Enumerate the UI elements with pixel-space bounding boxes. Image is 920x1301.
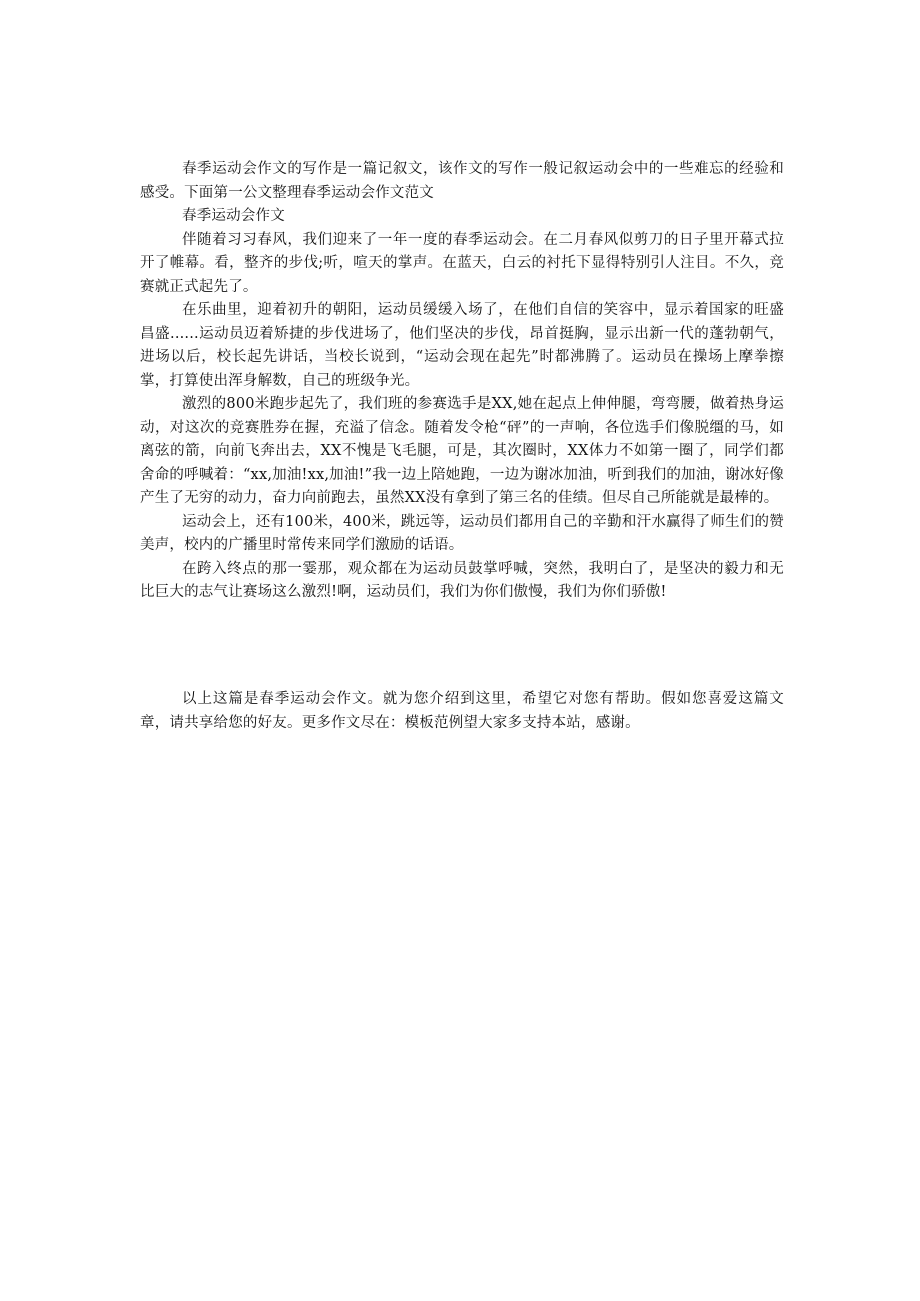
body-paragraph-2: 在乐曲里，迎着初升的朝阳，运动员缓缓入场了，在他们自信的笑容中，显示着国家的旺盛昌盛......运动员迈着矫捷的步伐进场了，他们坚决的步伐，昂首挺胸，显示出新一代的蓬勃朝气，进场以后，校长起先讲话，当校长说到，“运动会现在起先”时都沸腾了。运动员在操场上摩拳擦掌，打算使出浑身解数，自己的班级争光。 [140,302,784,389]
closing-paragraph: 以上这篇是春季运动会作文。就为您介绍到这里，希望它对您有帮助。假如您喜爱这篇文章，请共享给您的好友。更多作文尽在：模板范例望大家多支持本站，感谢。 [140,691,784,731]
body-paragraph-4: 运动会上，还有100米，400米，跳远等，运动员们都用自己的辛勤和汗水赢得了师生们的赞美声，校内的广播里时常传来同学们激励的话语。 [140,513,784,553]
intro-paragraph: 春季运动会作文的写作是一篇记叙文，该作文的写作一般记叙运动会中的一些难忘的经验和感受。下面第一公文整理春季运动会作文范文 [140,161,784,201]
body-paragraph-5: 在跨入终点的那一霎那，观众都在为运动员鼓掌呼喊，突然，我明白了，是坚决的毅力和无比巨大的志气让赛场这么激烈!啊，运动员们，我们为你们傲慢，我们为你们骄傲! [140,560,784,600]
body-paragraph-3: 激烈的800米跑步起先了，我们班的参赛选手是XX,她在起点上伸伸腿，弯弯腰，做着热身运动，对这次的竞赛胜券在握，充溢了信念。随着发令枪“砰”的一声响，各位选手们像脱缰的马，如离弦的箭，向前飞奔出去，XX不愧是飞毛腿，可是，其次圈时，XX体力不如第一圈了，同学们都舍命的呼喊着：“xx,加油!xx,加油!”我一边上陪她跑，一边为谢冰加油，听到我们的加油，谢冰好像产生了无穷的动力，奋力向前跑去，虽然XX没有拿到了第三名的佳绩。但尽自己所能就是最棒的。 [140,396,784,506]
closing-section [140,688,784,735]
article-title: 春季运动会作文 [182,208,285,224]
body-paragraph-1: 伴随着习习春风，我们迎来了一年一度的春季运动会。在二月春风似剪刀的日子里开幕式拉开了帷幕。看，整齐的步伐;听，喧天的掌声。在蓝天，白云的衬托下显得特别引人注目。不久，竞赛就正式起先了。 [140,231,784,295]
article-body [140,158,784,605]
